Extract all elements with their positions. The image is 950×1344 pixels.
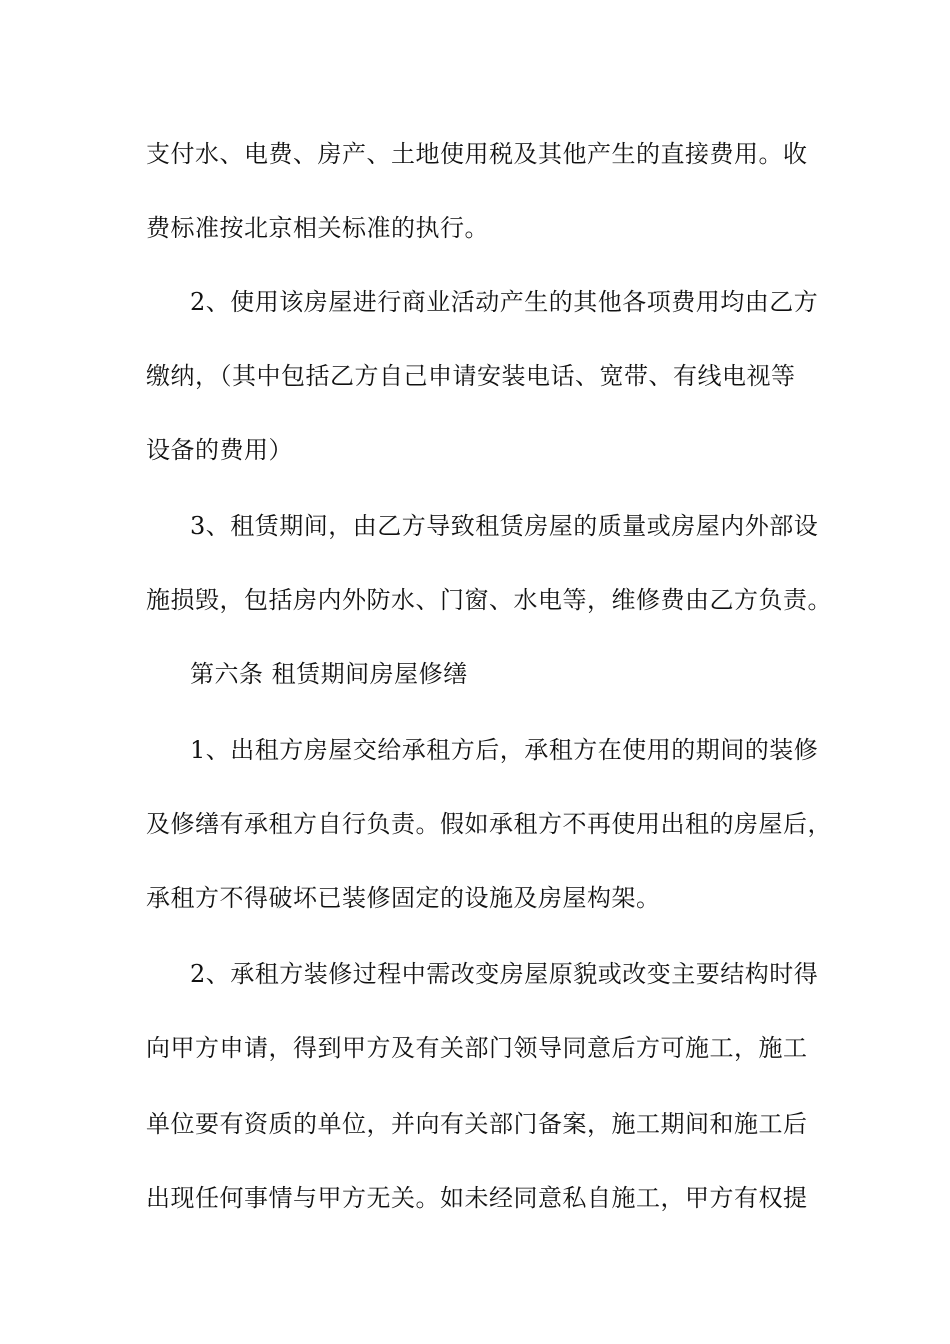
section-heading: 第六条 租赁期间房屋修缮 xyxy=(190,660,468,688)
text-line: 设备的费用） xyxy=(146,436,293,464)
text-line: 向甲方申请，得到甲方及有关部门领导同意后方可施工，施工 xyxy=(146,1034,808,1062)
paragraph-start-line: 3、租赁期间，由乙方导致租赁房屋的质量或房屋内外部设 xyxy=(190,512,819,540)
text-line: 缴纳，（其中包括乙方自己申请安装电话、宽带、有线电视等 xyxy=(146,362,796,390)
text-line: 出现任何事情与甲方无关。如未经同意私自施工，甲方有权提 xyxy=(146,1184,808,1212)
paragraph-start-line: 2、使用该房屋进行商业活动产生的其他各项费用均由乙方 xyxy=(190,288,819,316)
text-line: 单位要有资质的单位，并向有关部门备案，施工期间和施工后 xyxy=(146,1110,808,1138)
paragraph-start-line: 1、出租方房屋交给承租方后，承租方在使用的期间的装修 xyxy=(190,736,819,764)
paragraph-start-line: 2、承租方装修过程中需改变房屋原貌或改变主要结构时得 xyxy=(190,960,819,988)
text-line: 施损毁，包括房内外防水、门窗、水电等，维修费由乙方负责。 xyxy=(146,586,832,614)
text-line: 费标准按北京相关标准的执行。 xyxy=(146,214,489,242)
text-line: 支付水、电费、房产、土地使用税及其他产生的直接费用。收 xyxy=(146,140,808,168)
text-line: 承租方不得破坏已装修固定的设施及房屋构架。 xyxy=(146,884,661,912)
text-line: 及修缮有承租方自行负责。假如承租方不再使用出租的房屋后， xyxy=(146,810,832,838)
